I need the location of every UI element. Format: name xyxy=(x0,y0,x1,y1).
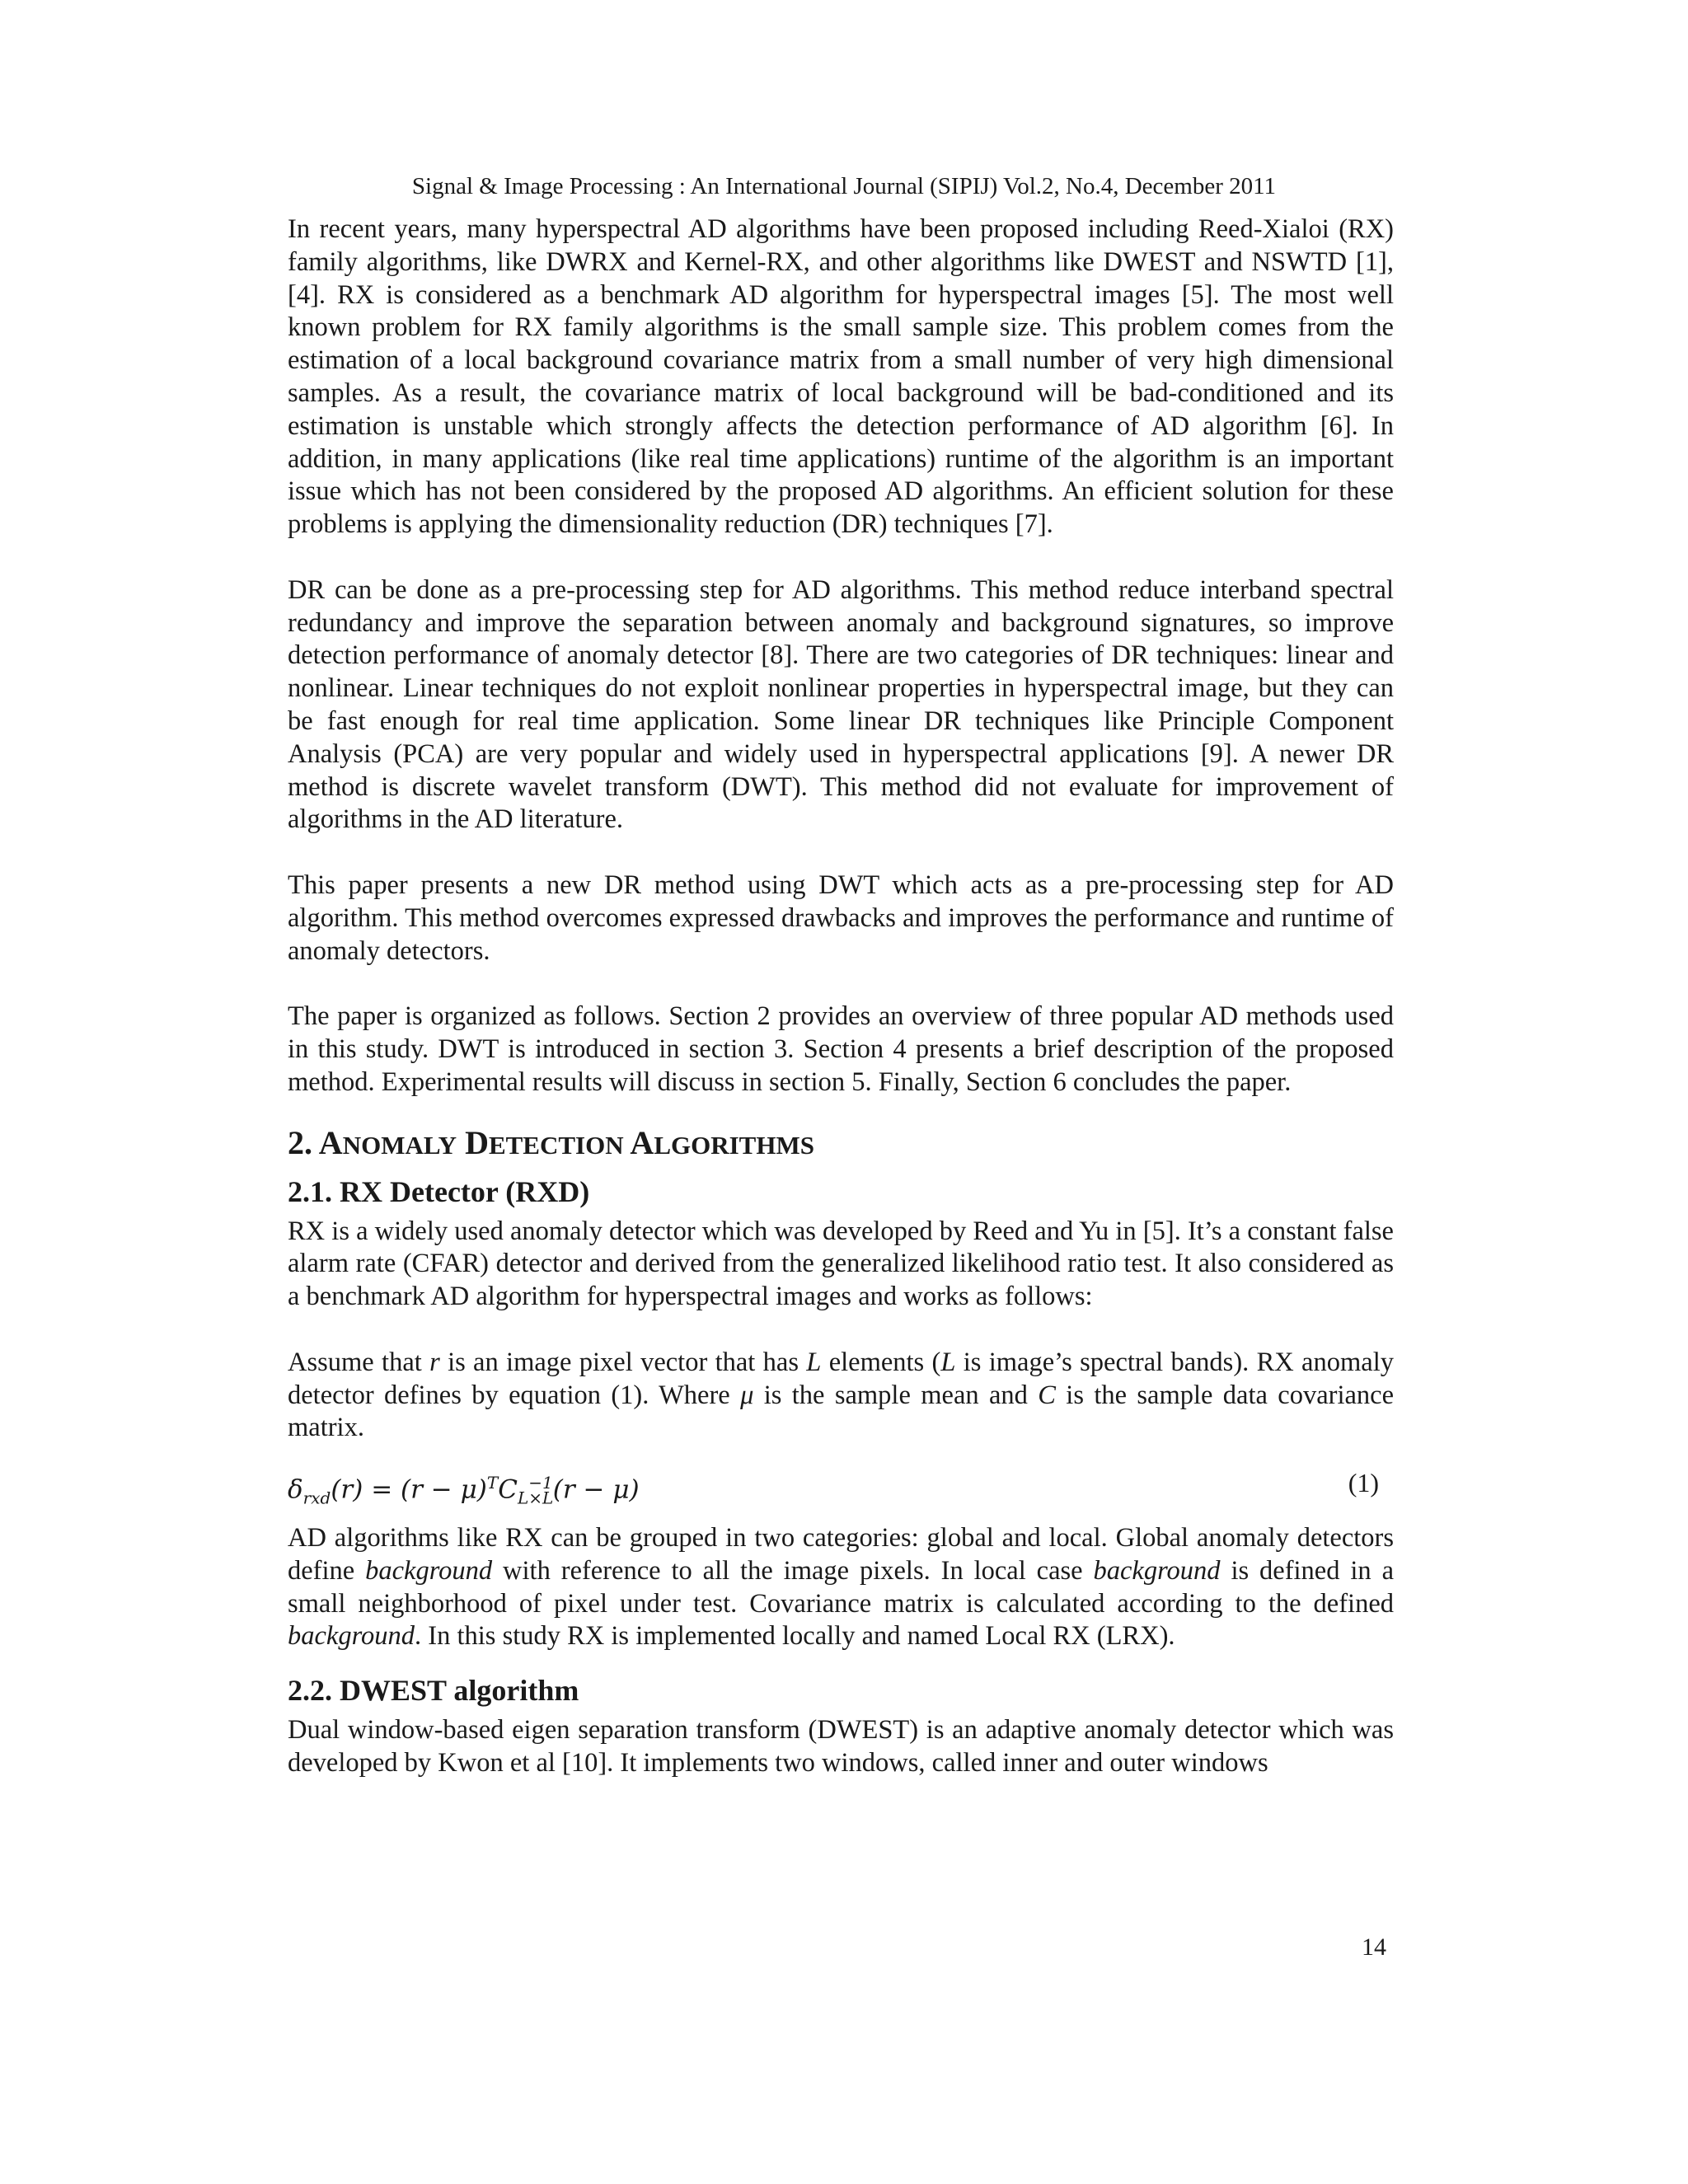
page-number: 14 xyxy=(1362,1933,1386,1961)
equation-1 xyxy=(288,1461,1394,1508)
subsection-heading-dwest: 2.2. DWEST algorithm xyxy=(288,1674,579,1708)
subsection-heading-rx-detector: 2.1. RX Detector (RXD) xyxy=(288,1174,590,1208)
main-content xyxy=(288,213,1394,1780)
running-header: Signal & Image Processing : An International Journal (SIPIJ) Vol.2, No.4, December 2011 xyxy=(411,173,1277,199)
equation-expression: $\delta_{rxd}(r) = (r - \mu)^TC_{L\times L}^{-1}(r - \mu)$ xyxy=(288,1473,640,1508)
intro-paragraph-2: DR can be done as a pre-processing step for AD algorithms. This method reduce interband spectral redundancy and improve the separation between anomaly and background signatures, so improve detection performance of anomaly detector [8]. There are two categories of DR techniques: linear and nonlinear. Linear techniques do not exploit nonlinear properties in hyperspectral image, but they can be fast enough for real time application. Some linear DR techniques like Principle Component Analysis (PCA) are very popular and widely used in hyperspectral applications [9]. A newer DR method is discrete wavelet transform (DWT). This method did not evaluate for improvement of algorithms in the AD literature. xyxy=(288,574,1394,835)
dwest-paragraph-1: Dual window-based eigen separation transform (DWEST) is an adaptive anomaly detector which was developed by Kwon et al [10]. It implements two windows, called inner and outer windows xyxy=(288,1715,1394,1779)
rx-paragraph-1: RX is a widely used anomaly detector which was developed by Reed and Yu in [5]. It’s a constant false alarm rate (CFAR) detector and derived from the generalized likelihood ratio test. It also considered as a benchmark AD algorithm for hyperspectral images and works as follows: xyxy=(288,1216,1394,1312)
section-number: 2. xyxy=(288,1123,312,1161)
rx-paragraph-2: Assume that r is an image pixel vector that has L elements (L is image’s spectral bands). RX anomaly detector defines by equation (1). Where μ is the sample mean and C is the sample data covariance matrix. xyxy=(288,1347,1394,1443)
section-heading-anomaly-detection: 2. ANOMALY DETECTION ALGORITHMS xyxy=(288,1123,814,1161)
rx-paragraph-3: AD algorithms like RX can be grouped in two categories: global and local. Global anomaly detectors define background with reference to all the image pixels. In local case background is defined in a small neighborhood of pixel under test. Covariance matrix is calculated according to the defined background. In this study RX is implemented locally and named Local RX (LRX). xyxy=(288,1523,1394,1652)
intro-paragraph-1: In recent years, many hyperspectral AD algorithms have been proposed including Reed-Xialoi (RX) family algorithms, like DWRX and Kernel-RX, and other algorithms like DWEST and NSWTD [1], [4]. RX is considered as a benchmark AD algorithm for hyperspectral images [5]. The most well known problem for RX family algorithms is the small sample size. This problem comes from the estimation of a local background covariance matrix from a small number of very high dimensional samples. As a result, the covariance matrix of local background will be bad-conditioned and its estimation is unstable which strongly affects the detection performance of AD algorithm [6]. In addition, in many applications (like real time applications) runtime of the algorithm is an important issue which has not been considered by the proposed AD algorithms. An efficient solution for these problems is applying the dimensionality reduction (DR) techniques [7]. xyxy=(288,214,1394,540)
equation-number: (1) xyxy=(1348,1468,1379,1498)
intro-paragraph-4: The paper is organized as follows. Section 2 provides an overview of three popular AD methods used in this study. DWT is introduced in section 3. Section 4 presents a brief description of the proposed method. Experimental results will discuss in section 5. Finally, Section 6 concludes the paper. xyxy=(288,1001,1394,1097)
intro-paragraph-3: This paper presents a new DR method using DWT which acts as a pre-processing step for AD algorithm. This method overcomes expressed drawbacks and improves the performance and runtime of anomaly detectors. xyxy=(288,869,1394,966)
